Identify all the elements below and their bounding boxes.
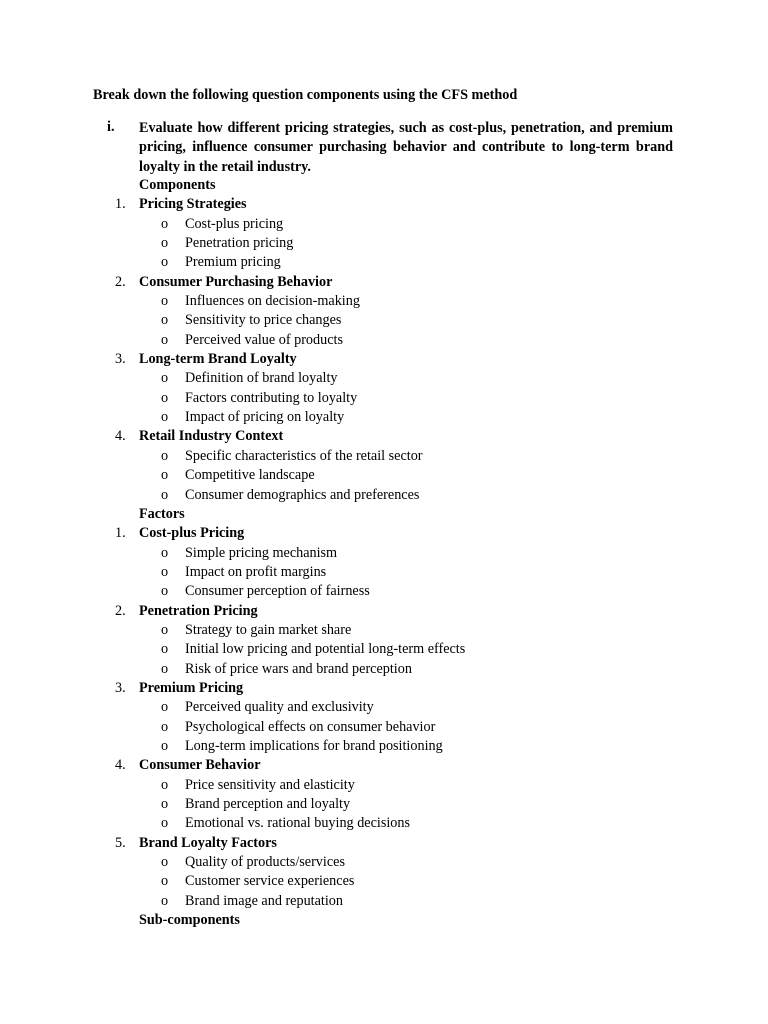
sub-item: o Specific characteristics of the retail sector (0, 447, 768, 466)
bullet-icon: o (161, 737, 169, 754)
list-item: 1. Cost-plus Pricing (115, 525, 245, 542)
bullet-icon: o (161, 447, 169, 464)
list-item: 4. Retail Industry Context (115, 428, 284, 445)
sub-item: o Emotional vs. rational buying decisions (0, 814, 768, 833)
list-item: 3. Long-term Brand Loyalty (115, 351, 297, 368)
sub-item: o Psychological effects on consumer behavior (0, 718, 768, 737)
bullet-icon: o (161, 796, 169, 812)
bullet-icon: o (161, 254, 169, 271)
bullet-icon: o (161, 331, 169, 348)
bullet-icon: o (161, 641, 169, 658)
section-header-factors: Factors (139, 505, 185, 522)
bullet-icon: o (161, 215, 169, 232)
sub-item: o Penetration pricing (0, 234, 768, 253)
list-item: 4. Consumer Behavior (115, 757, 261, 774)
sub-item: o Simple pricing mechanism (0, 544, 768, 563)
sub-item: o Influences on decision-making (0, 292, 768, 311)
list-item: 2. Consumer Purchasing Behavior (115, 273, 333, 290)
bullet-icon: o (161, 699, 169, 716)
list-item: 5. Brand Loyalty Factors (115, 834, 277, 851)
sub-item: o Initial low pricing and potential long-term effects (0, 640, 768, 659)
sub-item: o Perceived quality and exclusivity (0, 698, 768, 717)
sub-item: o Customer service experiences (0, 872, 768, 891)
sub-item: o Premium pricing (0, 253, 768, 272)
list-item: 1. Pricing Strategies (115, 196, 247, 213)
question-text: Evaluate how different pricing strategies, such as cost-plus, penetration, and premium pricing, influence consumer purchasing behavior and contribute to long-term brand loyalty in the retail industry. (139, 120, 673, 175)
bullet-icon: o (161, 621, 169, 638)
sub-item: o Definition of brand loyalty (0, 369, 768, 388)
sub-item: o Sensitivity to price changes (0, 311, 768, 330)
question-marker: i. (107, 119, 115, 135)
bullet-icon: o (161, 235, 169, 252)
bullet-icon: o (161, 312, 169, 329)
bullet-icon: o (161, 583, 169, 600)
sub-item: o Quality of products/services (0, 853, 768, 872)
section-header-subcomponents: Sub-components (139, 912, 240, 929)
sub-item: o Factors contributing to loyalty (0, 389, 768, 408)
sub-item: o Price sensitivity and elasticity (0, 776, 768, 795)
bullet-icon: o (161, 660, 169, 677)
bullet-icon: o (161, 892, 169, 909)
bullet-icon: o (161, 815, 169, 832)
sub-item: o Cost-plus pricing (0, 215, 768, 234)
bullet-icon: o (161, 776, 169, 793)
sub-item: o Brand perception and loyalty (0, 795, 768, 814)
sub-item: o Impact of pricing on loyalty (0, 408, 768, 427)
bullet-icon: o (161, 293, 169, 310)
bullet-icon: o (161, 544, 169, 561)
sub-item: o Strategy to gain market share (0, 621, 768, 640)
bullet-icon: o (161, 854, 169, 871)
sub-item: o Perceived value of products (0, 331, 768, 350)
bullet-icon: o (161, 389, 169, 406)
section-header-components: Components (139, 177, 216, 193)
bullet-icon: o (161, 563, 169, 580)
sub-item: o Competitive landscape (0, 466, 768, 485)
sub-item: o Risk of price wars and brand perception (0, 660, 768, 679)
list-item: 3. Premium Pricing (115, 679, 244, 696)
list-item: 2. Penetration Pricing (115, 602, 258, 619)
bullet-icon: o (161, 370, 169, 387)
breakdown-list (0, 176, 768, 930)
bullet-icon: o (161, 486, 169, 503)
bullet-icon: o (161, 409, 169, 426)
sub-item: o Consumer demographics and preferences (0, 486, 768, 505)
bullet-icon: o (161, 718, 169, 735)
bullet-icon: o (161, 873, 169, 890)
sub-item: o Consumer perception of fairness (0, 582, 768, 601)
sub-item: o Long-term implications for brand positioning (0, 737, 768, 756)
bullet-icon: o (161, 467, 169, 484)
sub-item: o Brand image and reputation (0, 892, 768, 911)
document-heading: Break down the following question components using the CFS method (93, 87, 518, 103)
sub-item: o Impact on profit margins (0, 563, 768, 582)
